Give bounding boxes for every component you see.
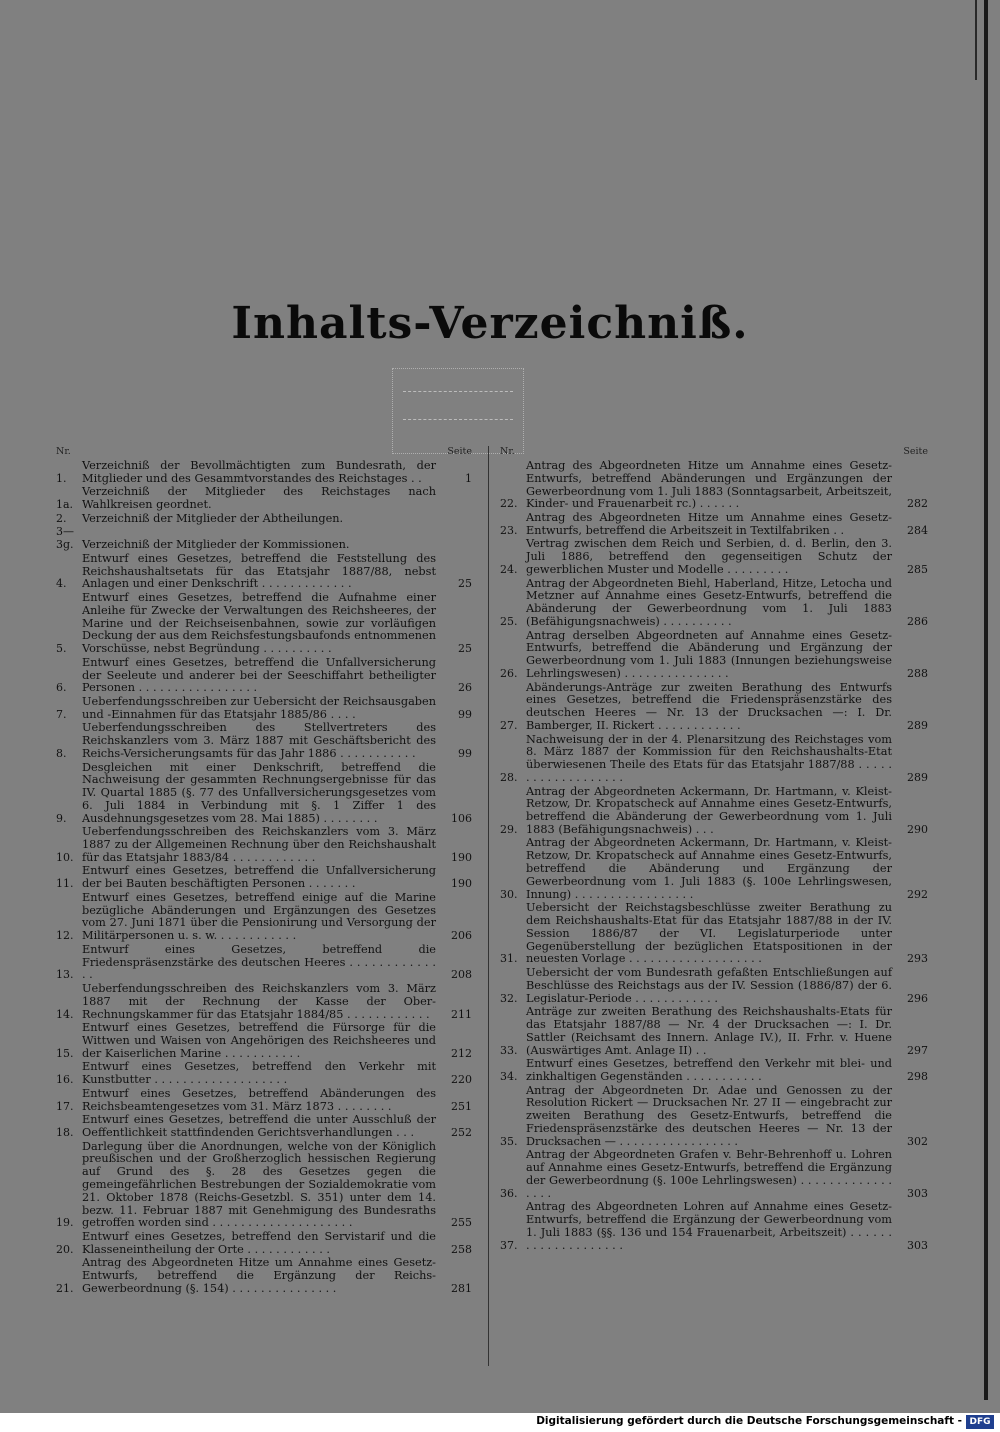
- entry-text: Entwurf eines Gesetzes, betreffend die unter Ausschluß der Oeffentlichkeit stattfindenden Gerichtsverhandlungen . . .: [82, 1113, 436, 1139]
- entry-text: Abänderungs-Anträge zur zweiten Berathung des Entwurfs eines Gesetzes, betreffend die Friedenspräsenzstärke des deutschen Heeres — Nr. 13 der Drucksachen —: I. Dr. Bamberger, II. Rickert . . . . . . . . . . . .: [526, 680, 892, 732]
- footer-bar: [0, 1413, 1000, 1432]
- toc-list-right: [500, 460, 928, 1253]
- entry-page: 258: [451, 1242, 472, 1256]
- entry-number: 7.: [56, 707, 67, 721]
- entry-text: Antrag des Abgeordneten Hitze um Annahme eines Gesetz-Entwurfs, betreffend die Ergänzung der Reichs-Gewerbeordnung (§. 154) . . . . . . . . . . . . . . .: [82, 1256, 436, 1295]
- entry-text: Antrag der Abgeordneten Biehl, Haberland, Hitze, Letocha und Metzner auf Annahme eines Gesetz-Entwurfs, betreffend die Abänderung der Gewerbeordnung vom 1. Juli 1883 (Befähigungsnachweis) . . . . . . . . . .: [526, 576, 892, 628]
- entry-number: 30.: [500, 887, 518, 901]
- entry-text: Verzeichniß der Mitglieder der Abtheilungen.: [82, 511, 344, 525]
- entry-text: Ueberfendungsschreiben des Reichskanzlers vom 3. März 1887 zu der Allgemeinen Rechnung über den Reichshaushalt für das Etatsjahr 1883/84 . . . . . . . . . . . .: [82, 825, 436, 864]
- toc-entry: [500, 902, 928, 966]
- toc-entry: [500, 538, 928, 576]
- toc-entry: [500, 734, 928, 785]
- entry-page: 220: [451, 1073, 472, 1087]
- entry-number: 26.: [500, 666, 518, 680]
- entry-text: Entwurf eines Gesetzes, betreffend die Fürsorge für die Wittwen und Waisen von Angehörigen des Reichsheeres und der Kaiserlichen Marine . . . . . . . . . . .: [82, 1021, 436, 1060]
- entry-page: 289: [907, 770, 928, 784]
- entry-page: 25: [458, 642, 472, 656]
- entry-number: 25.: [500, 614, 518, 628]
- toc-entry: [56, 526, 472, 552]
- entry-number: 11.: [56, 877, 74, 891]
- footer-credit: Digitalisierung gefördert durch die Deutsche Forschungsgemeinschaft -: [536, 1415, 962, 1427]
- entry-page: 290: [907, 822, 928, 836]
- toc-entry: [500, 837, 928, 901]
- entry-number: 5.: [56, 642, 67, 656]
- toc-entry: [56, 592, 472, 656]
- entry-number: 4.: [56, 577, 67, 591]
- entry-text: Antrag der Abgeordneten Ackermann, Dr. Hartmann, v. Kleist-Retzow, Dr. Kropatscheck auf Annahme eines Gesetz-Entwurfs, betreffend die Abänderung der Gewerbeordnung vom 1. Juli 1883 (Befähigungsnachweis) . . .: [526, 784, 892, 836]
- entry-text: Vertrag zwischen dem Reich und Serbien, d. d. Berlin, den 3. Juli 1886, betreffend den gegenseitigen Schutz der gewerblichen Muster und Modelle . . . . . . . . .: [526, 537, 892, 576]
- toc-entry: [56, 1114, 472, 1140]
- entry-page: 99: [458, 707, 472, 721]
- toc-entry: [56, 460, 472, 486]
- entry-text: Entwurf eines Gesetzes, betreffend die Aufnahme einer Anleihe für Zwecke der Verwaltungen des Reichsheeres, der Marine und der Reichseisenbahnen, sowie zur vorläufigen Deckung der aus dem Reichsfestungsbaufonds entnommenen Vorschüsse, nebst Begründung . . . . . . . . . .: [82, 590, 436, 656]
- entry-page: 1: [465, 471, 472, 485]
- toc-entry: [500, 786, 928, 837]
- entry-number: 19.: [56, 1216, 74, 1230]
- seite-label: Seite: [447, 446, 472, 457]
- entry-number: 6.: [56, 681, 67, 695]
- entry-page: 282: [907, 497, 928, 511]
- entry-page: 288: [907, 666, 928, 680]
- toc-column-right: [500, 446, 928, 1253]
- entry-page: 211: [451, 1007, 472, 1021]
- column-header: [500, 446, 928, 460]
- entry-number: 23.: [500, 523, 518, 537]
- entry-page: 303: [907, 1238, 928, 1252]
- toc-entry: [56, 826, 472, 864]
- toc-entry: [56, 983, 472, 1021]
- entry-page: 206: [451, 929, 472, 943]
- entry-text: Entwurf eines Gesetzes, betreffend die Unfallversicherung der bei Bauten beschäftigten Personen . . . . . . .: [82, 864, 436, 891]
- entry-page: 293: [907, 952, 928, 966]
- toc-entry: [500, 1085, 928, 1149]
- entry-text: Nachweisung der in der 4. Plenarsitzung des Reichstages vom 8. März 1887 der Kommission für den Reichshaushalts-Etat überwiesenen Theile des Etats für das Etatsjahr 1887/88 . . . . . . . . . . . . . . . . . . .: [526, 732, 892, 784]
- entry-page: 208: [451, 968, 472, 982]
- toc-entry: [500, 682, 928, 733]
- toc-entry: [56, 696, 472, 722]
- toc-entry: [56, 1061, 472, 1087]
- entry-text: Uebersicht der vom Bundesrath gefaßten Entschließungen auf Beschlüsse des Reichstags aus der IV. Session (1886/87) der 6. Legislatur-Periode . . . . . . . . . . . .: [526, 966, 892, 1005]
- entry-page: 292: [907, 887, 928, 901]
- toc-entry: [56, 892, 472, 943]
- entry-text: Entwurf eines Gesetzes, betreffend die Unfallversicherung der Seeleute und anderer bei der Seeschiffahrt betheiligter Personen . . . . . . . . . . . . . . . . .: [82, 655, 436, 695]
- entry-number: 13.: [56, 968, 74, 982]
- toc-entry: [56, 1257, 472, 1295]
- entry-number: 20.: [56, 1242, 74, 1256]
- toc-entry: [56, 865, 472, 891]
- entry-number: 35.: [500, 1134, 518, 1148]
- entry-text: Entwurf eines Gesetzes, betreffend die Feststellung des Reichshaushaltsetats für das Etatsjahr 1887/88, nebst Anlagen und einer Denkschrift . . . . . . . . . . . . .: [82, 551, 436, 591]
- entry-number: 29.: [500, 822, 518, 836]
- entry-page: 297: [907, 1043, 928, 1057]
- toc-entry: [500, 1201, 928, 1252]
- nr-label: Nr.: [500, 446, 515, 457]
- column-divider: [488, 446, 489, 1366]
- dfg-logo: DFG: [966, 1415, 994, 1429]
- entry-text: Entwurf eines Gesetzes, betreffend den Verkehr mit Kunstbutter . . . . . . . . . . . . . . . . . . .: [82, 1060, 436, 1087]
- entry-page: 99: [458, 746, 472, 760]
- entry-page: 296: [907, 991, 928, 1005]
- toc-column-left: [56, 446, 472, 1297]
- entry-number: 37.: [500, 1238, 518, 1252]
- toc-entry: [56, 1088, 472, 1114]
- entry-page: 251: [451, 1099, 472, 1113]
- entry-text: Verzeichniß der Mitglieder der Kommissionen.: [82, 538, 350, 552]
- page-title: Inhalts-Verzeichniß.: [231, 298, 749, 349]
- entry-number: 27.: [500, 718, 518, 732]
- toc-entry: [500, 967, 928, 1005]
- entry-page: 298: [907, 1070, 928, 1084]
- page-edge: [984, 0, 988, 1400]
- entry-number: 1.: [56, 471, 67, 485]
- entry-page: 281: [451, 1281, 472, 1295]
- entry-number: 31.: [500, 952, 518, 966]
- entry-number: 9.: [56, 811, 67, 825]
- entry-text: Antrag des Abgeordneten Lohren auf Annahme eines Gesetz-Entwurfs, betreffend die Ergänzung der Gewerbeordnung vom 1. Juli 1883 (§§. 136 und 154 Frauenarbeit, Arbeitszeit) . . . . . . . . . . . . . . . . . . . .: [526, 1200, 892, 1252]
- entry-text: Desgleichen mit einer Denkschrift, betreffend die Nachweisung der gesammten Rechnungsergebnisse für das IV. Quartal 1885 (§. 77 des Unfallversicherungsgesetzes vom 6. Juli 1884 in Verbindung mit §. 1 Ziffer 1 des Ausdehnungsgesetzes vom 28. Mai 1885) . . . . . . . .: [82, 760, 436, 825]
- entry-text: Uebersicht der Reichstagsbeschlüsse zweiter Berathung zu dem Reichshaushalts-Etat für das Etatsjahr 1887/88 in der IV. Session 1886/87 der VI. Legislaturperiode unter Gegenüberstellung der bezüglichen Etatspositionen in der neuesten Vorlage . . . . . . . . . . . . . . . . . . .: [526, 901, 892, 966]
- toc-entry: [500, 512, 928, 538]
- entry-page: 285: [907, 562, 928, 576]
- toc-entry: [56, 657, 472, 695]
- entry-page: 286: [907, 614, 928, 628]
- entry-text: Entwurf eines Gesetzes, betreffend einige auf die Marine bezügliche Abänderungen und Ergänzungen des Gesetzes vom 27. Juni 1871 über die Pensionirung und Versorgung der Militärpersonen u. s. w. . . . . . . . . . . .: [82, 890, 436, 943]
- entry-text: Antrag der Abgeordneten Ackermann, Dr. Hartmann, v. Kleist-Retzow, Dr. Kropatscheck auf Annahme eines Gesetz-Entwurfs, betreffend die Abänderung und Ergänzung der Gewerbeordnung vom 1. Juli 1883 (§. 100e Lehrlingswesen, Innung) . . . . . . . . . . . . . . . . .: [526, 836, 892, 901]
- entry-number: 10.: [56, 850, 74, 864]
- entry-number: 1a.: [56, 498, 74, 512]
- toc-entry: [56, 762, 472, 826]
- toc-entry: [500, 460, 928, 511]
- toc-entry: [56, 486, 472, 512]
- entry-text: Antrag des Abgeordneten Hitze um Annahme eines Gesetz-Entwurfs, betreffend Abänderungen und Ergänzungen der Gewerbeordnung vom 1. Juli 1883 (Sonntagsarbeit, Arbeitszeit, Kinder- und Frauenarbeit rc.) . . . . . .: [526, 459, 892, 511]
- entry-number: 28.: [500, 770, 518, 784]
- library-stamp: [392, 368, 524, 454]
- toc-list-left: [56, 460, 472, 1296]
- entry-number: 3—3g.: [56, 525, 74, 552]
- entry-number: 34.: [500, 1070, 518, 1084]
- column-header: [56, 446, 472, 460]
- entry-number: 21.: [56, 1281, 74, 1295]
- entry-page: 25: [458, 577, 472, 591]
- entry-text: Ueberfendungsschreiben des Stellvertreters des Reichskanzlers vom 3. März 1887 mit Geschäftsbericht des Reichs-Versicherungsamts für das Jahr 1886 . . . . . . . . . . .: [82, 721, 436, 760]
- entry-page: 289: [907, 718, 928, 732]
- entry-page: 284: [907, 523, 928, 537]
- toc-entry: [500, 1006, 928, 1057]
- entry-page: 252: [451, 1125, 472, 1139]
- toc-entry: [56, 1231, 472, 1257]
- entry-text: Antrag der Abgeordneten Grafen v. Behr-Behrenhoff u. Lohren auf Annahme eines Gesetz-Entwurfs, betreffend die Ergänzung der Gewerbeordnung (§. 100e Lehrlingswesen) . . . . . . . . . . . . . . . . .: [526, 1148, 892, 1200]
- entry-page: 302: [907, 1134, 928, 1148]
- entry-number: 14.: [56, 1007, 74, 1021]
- toc-entry: [56, 553, 472, 591]
- toc-entry: [500, 578, 928, 629]
- entry-text: Ueberfendungsschreiben des Reichskanzlers vom 3. März 1887 mit der Rechnung der Kasse der Ober-Rechnungskammer für das Etatsjahr 1884/85 . . . . . . . . . . . .: [82, 982, 436, 1021]
- entry-text: Entwurf eines Gesetzes, betreffend Abänderungen des Reichsbeamtengesetzes vom 31. März 1873 . . . . . . . .: [82, 1086, 436, 1113]
- entry-page: 26: [458, 681, 472, 695]
- entry-text: Ueberfendungsschreiben zur Uebersicht der Reichsausgaben und -Einnahmen für das Etatsjahr 1885/86 . . . .: [82, 694, 436, 721]
- entry-number: 22.: [500, 497, 518, 511]
- toc-entry: [500, 630, 928, 681]
- entry-page: 255: [451, 1216, 472, 1230]
- entry-number: 17.: [56, 1099, 74, 1113]
- seite-label: Seite: [903, 446, 928, 457]
- entry-page: 303: [907, 1186, 928, 1200]
- toc-entry: [500, 1058, 928, 1084]
- entry-text: Antrag der Abgeordneten Dr. Adae und Genossen zu der Resolution Rickert — Drucksachen Nr. 27 II — eingebracht zur zweiten Berathung des Gesetz-Entwurfs, betreffend die Friedenspräsenzstärke des deutschen Heeres — Nr. 13 der Drucksachen — . . . . . . . . . . . . . . . . .: [526, 1083, 892, 1148]
- toc-entry: [500, 1149, 928, 1200]
- entry-number: 8.: [56, 746, 67, 760]
- entry-page: 190: [451, 877, 472, 891]
- toc-entry: [56, 1141, 472, 1231]
- nr-label: Nr.: [56, 446, 71, 457]
- entry-text: Anträge zur zweiten Berathung des Reichshaushalts-Etats für das Etatsjahr 1887/88 — Nr. 4 der Drucksachen —: I. Dr. Sattler (Reichsamt des Innern. Anlage IV.), II. Frhr. v. Huene (Auswärtiges Amt. Anlage II) . .: [526, 1005, 892, 1057]
- entry-number: 2.: [56, 511, 67, 525]
- entry-number: 12.: [56, 929, 74, 943]
- entry-number: 33.: [500, 1043, 518, 1057]
- entry-number: 36.: [500, 1186, 518, 1200]
- toc-entry: [56, 513, 472, 526]
- entry-number: 24.: [500, 562, 518, 576]
- entry-text: Darlegung über die Anordnungen, welche von der Königlich preußischen und der Großherzoglich hessischen Regierung auf Grund des §. 28 des Gesetzes gegen die gemeingefährlichen Bestrebungen der Sozialdemokratie vom 21. Oktober 1878 (Reichs-Gesetzbl. S. 351) unter dem 14. bezw. 11. Februar 1887 mit Genehmigung des Bundesraths getroffen worden sind . . . . . . . . . . . . . . . . . . . .: [82, 1139, 436, 1230]
- entry-number: 18.: [56, 1125, 74, 1139]
- entry-page: 212: [451, 1046, 472, 1060]
- entry-text: Antrag des Abgeordneten Hitze um Annahme eines Gesetz-Entwurfs, betreffend die Arbeitszeit in Textilfabriken . .: [526, 510, 892, 537]
- entry-text: Verzeichniß der Bevollmächtigten zum Bundesrath, der Mitglieder und des Gesammtvorstandes des Reichstages . .: [82, 459, 436, 485]
- entry-number: 15.: [56, 1046, 74, 1060]
- entry-number: 32.: [500, 991, 518, 1005]
- toc-entry: [56, 1022, 472, 1060]
- page-edge-secondary: [975, 0, 977, 80]
- entry-text: Entwurf eines Gesetzes, betreffend den Servistarif und die Klasseneintheilung der Orte . . . . . . . . . . . .: [82, 1229, 436, 1256]
- entry-text: Entwurf eines Gesetzes, betreffend die Friedenspräsenzstärke des deutschen Heeres . . . . . . . . . . . . . .: [82, 942, 436, 982]
- entry-number: 16.: [56, 1073, 74, 1087]
- entry-text: Antrag derselben Abgeordneten auf Annahme eines Gesetz-Entwurfs, betreffend die Abänderung und Ergänzung der Gewerbeordnung vom 1. Juli 1883 (Innungen beziehungsweise Lehrlingswesen) . . . . . . . . . . . . . . .: [526, 628, 892, 680]
- entry-page: 106: [451, 811, 472, 825]
- toc-entry: [56, 944, 472, 982]
- entry-text: Entwurf eines Gesetzes, betreffend den Verkehr mit blei- und zinkhaltigen Gegenständen . . . . . . . . . . .: [526, 1057, 892, 1084]
- toc-entry: [56, 722, 472, 760]
- entry-text: Verzeichniß der Mitglieder des Reichstages nach Wahlkreisen geordnet.: [82, 485, 436, 512]
- entry-page: 190: [451, 850, 472, 864]
